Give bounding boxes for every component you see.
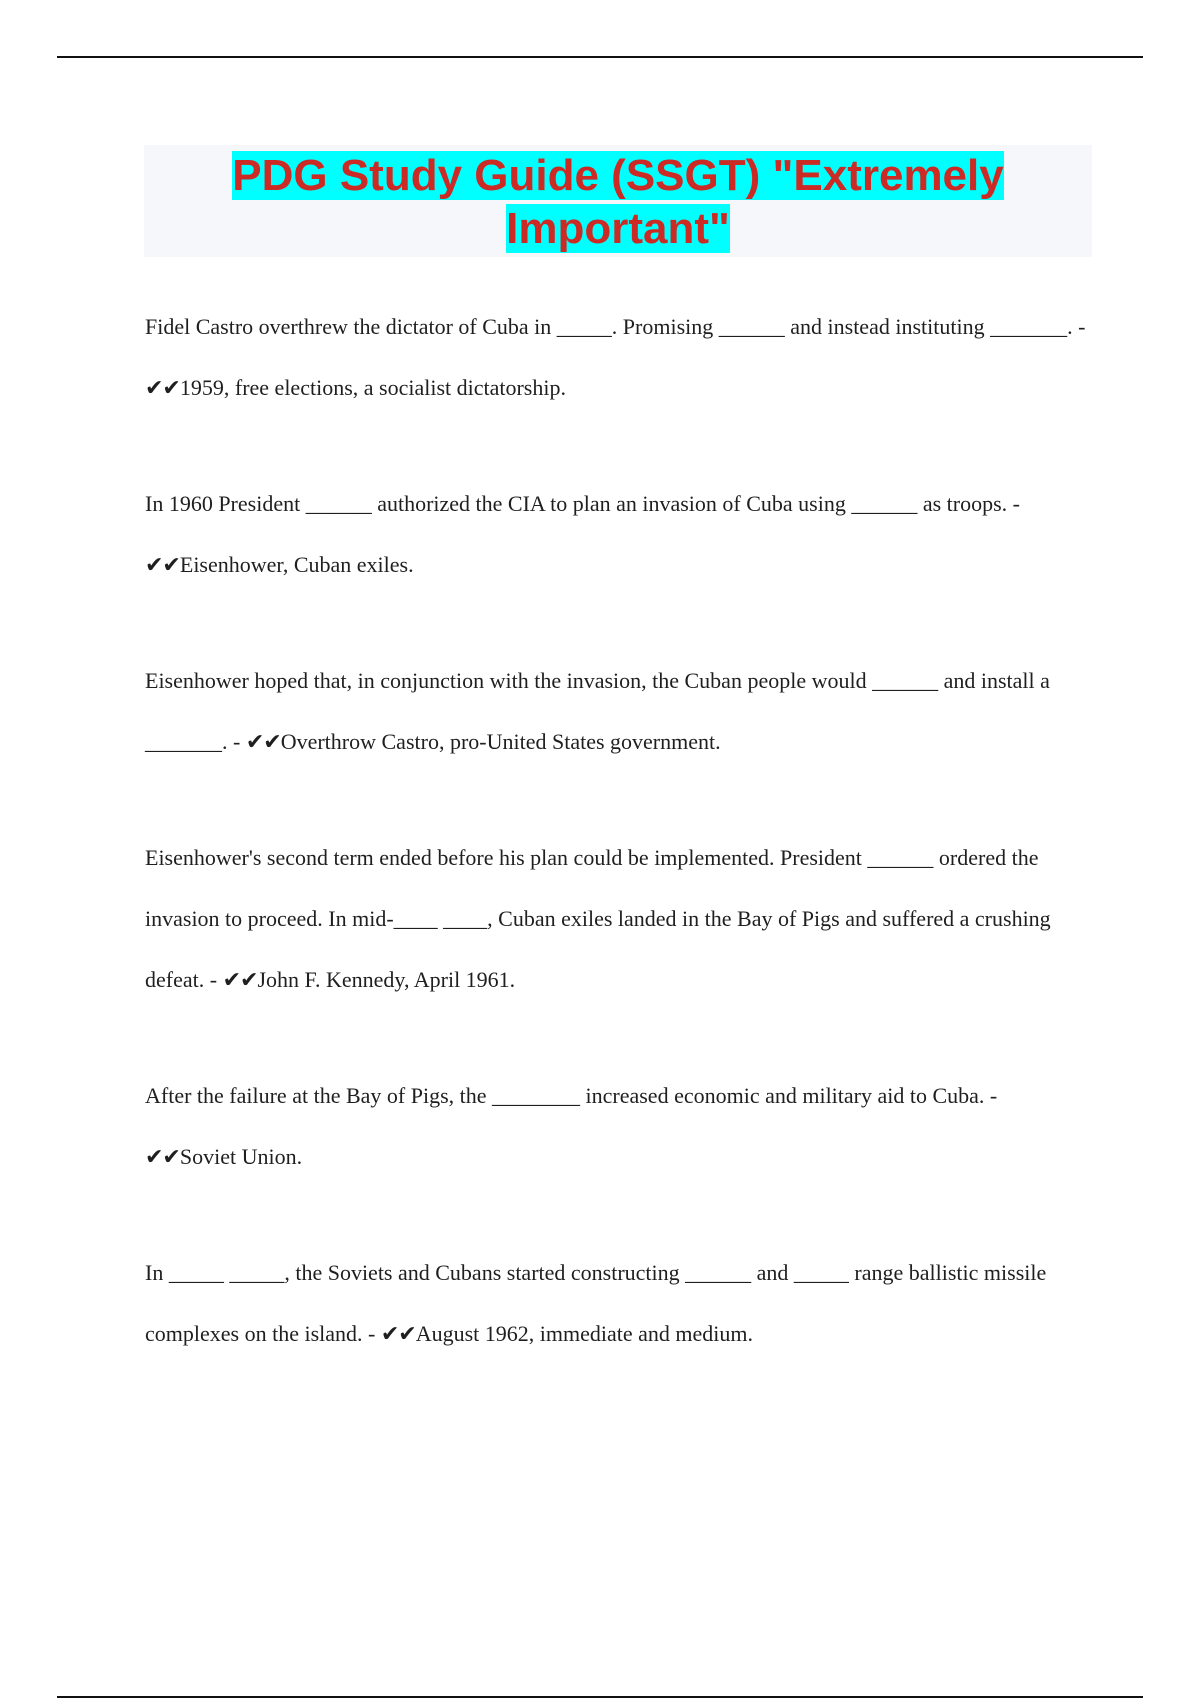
title-banner [144, 145, 1092, 257]
answer-text: Overthrow Castro, pro-United States government. [280, 729, 721, 754]
double-check-icon: ✔✔ [145, 553, 180, 578]
qa-item-2 [145, 473, 1090, 596]
double-check-icon: ✔✔ [222, 968, 258, 993]
qa-item-6 [145, 1242, 1090, 1365]
question-text: In _____ _____, the Soviets and Cubans started constructing ______ and _____ range ballistic missile complexes on the island. - [145, 1260, 1047, 1346]
question-text: In 1960 President ______ authorized the CIA to plan an invasion of Cuba using ______ as troops. - [145, 491, 1020, 516]
answer-text: Soviet Union. [179, 1144, 303, 1169]
bottom-rule [57, 1696, 1143, 1698]
study-guide-content [145, 296, 1090, 1419]
qa-item-5 [145, 1065, 1090, 1188]
top-rule [57, 56, 1143, 58]
title-highlight: PDG Study Guide (SSGT) "Extremely Important" [232, 151, 1004, 253]
answer-text: 1959, free elections, a socialist dictatorship. [179, 375, 566, 400]
double-check-icon: ✔✔ [380, 1322, 416, 1347]
qa-item-3 [145, 650, 1090, 773]
qa-item-1 [145, 296, 1090, 419]
question-text: Eisenhower hoped that, in conjunction with the invasion, the Cuban people would ______ and install a _______. - [145, 668, 1050, 754]
answer-text: Eisenhower, Cuban exiles. [179, 552, 414, 577]
question-text: Eisenhower's second term ended before his plan could be implemented. President ______ ordered the invasion to proceed. In mid-____ ____, Cuban exiles landed in the Bay of Pigs and suffered a crushing defeat. - [145, 845, 1051, 992]
qa-item-4 [145, 827, 1090, 1011]
question-text: Fidel Castro overthrew the dictator of Cuba in _____. Promising ______ and instead instituting _______. - [145, 314, 1086, 339]
question-text: After the failure at the Bay of Pigs, the ________ increased economic and military aid to Cuba. - [145, 1083, 998, 1108]
double-check-icon: ✔✔ [145, 1145, 180, 1170]
document-title [144, 145, 1092, 255]
answer-text: John F. Kennedy, April 1961. [257, 967, 516, 992]
double-check-icon: ✔✔ [145, 376, 180, 401]
answer-text: August 1962, immediate and medium. [415, 1321, 754, 1346]
double-check-icon: ✔✔ [245, 730, 281, 755]
